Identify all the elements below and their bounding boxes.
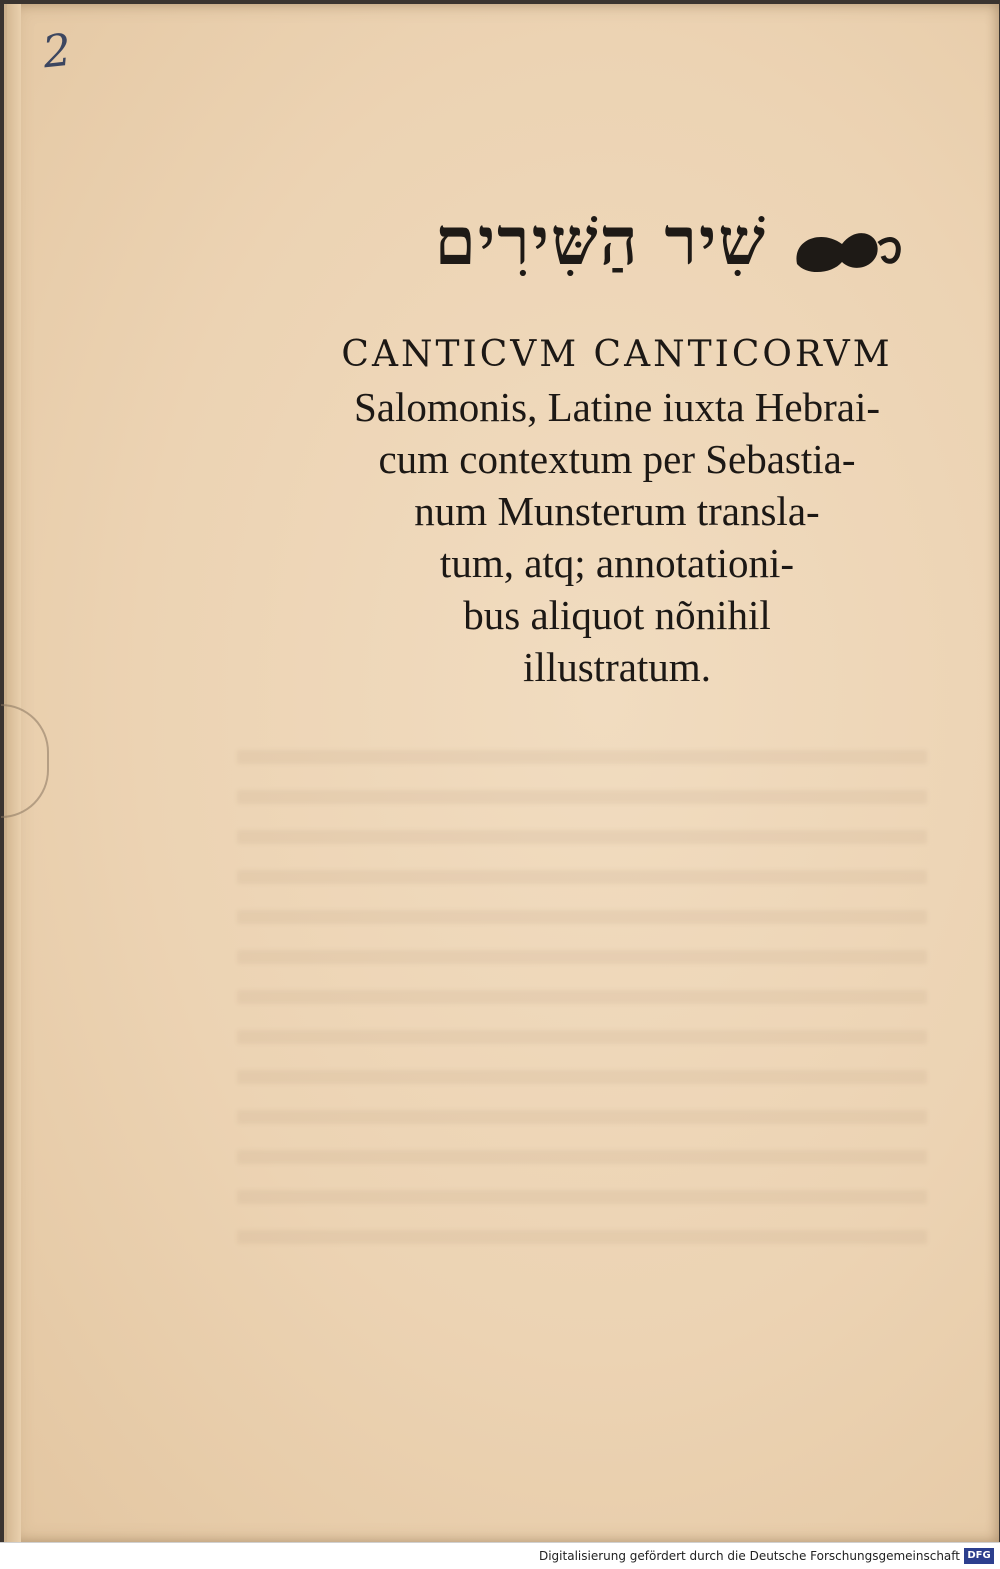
clasp-mark [1, 704, 49, 818]
title-line: tum, atq; annotationi- [439, 540, 795, 586]
title-line: CANTICVM CANTICORVM [341, 334, 893, 375]
book-page [4, 4, 999, 1542]
title-line: num Munsterum transla- [414, 488, 820, 534]
hebrew-title-line [337, 202, 917, 312]
dfg-logo: DFG [964, 1548, 994, 1564]
footer-bar [0, 1542, 1000, 1569]
hebrew-title: שִׁיר הַשִּׁירִים [434, 202, 767, 280]
title-line: illustratum. [523, 644, 711, 690]
title-line: cum contextum per Sebastia- [378, 436, 856, 482]
show-through-text [237, 724, 927, 1264]
title-line: Salomonis, Latine iuxta Hebrai- [353, 384, 881, 430]
folio-number: 2 [40, 24, 74, 79]
latin-title-block [307, 334, 927, 693]
funding-credit: Digitalisierung gefördert durch die Deutsche Forschungsgemeinschaft [538, 1549, 960, 1563]
fleuron-ornament-icon [787, 214, 907, 284]
title-line: bus aliquot nõnihil [463, 592, 771, 638]
